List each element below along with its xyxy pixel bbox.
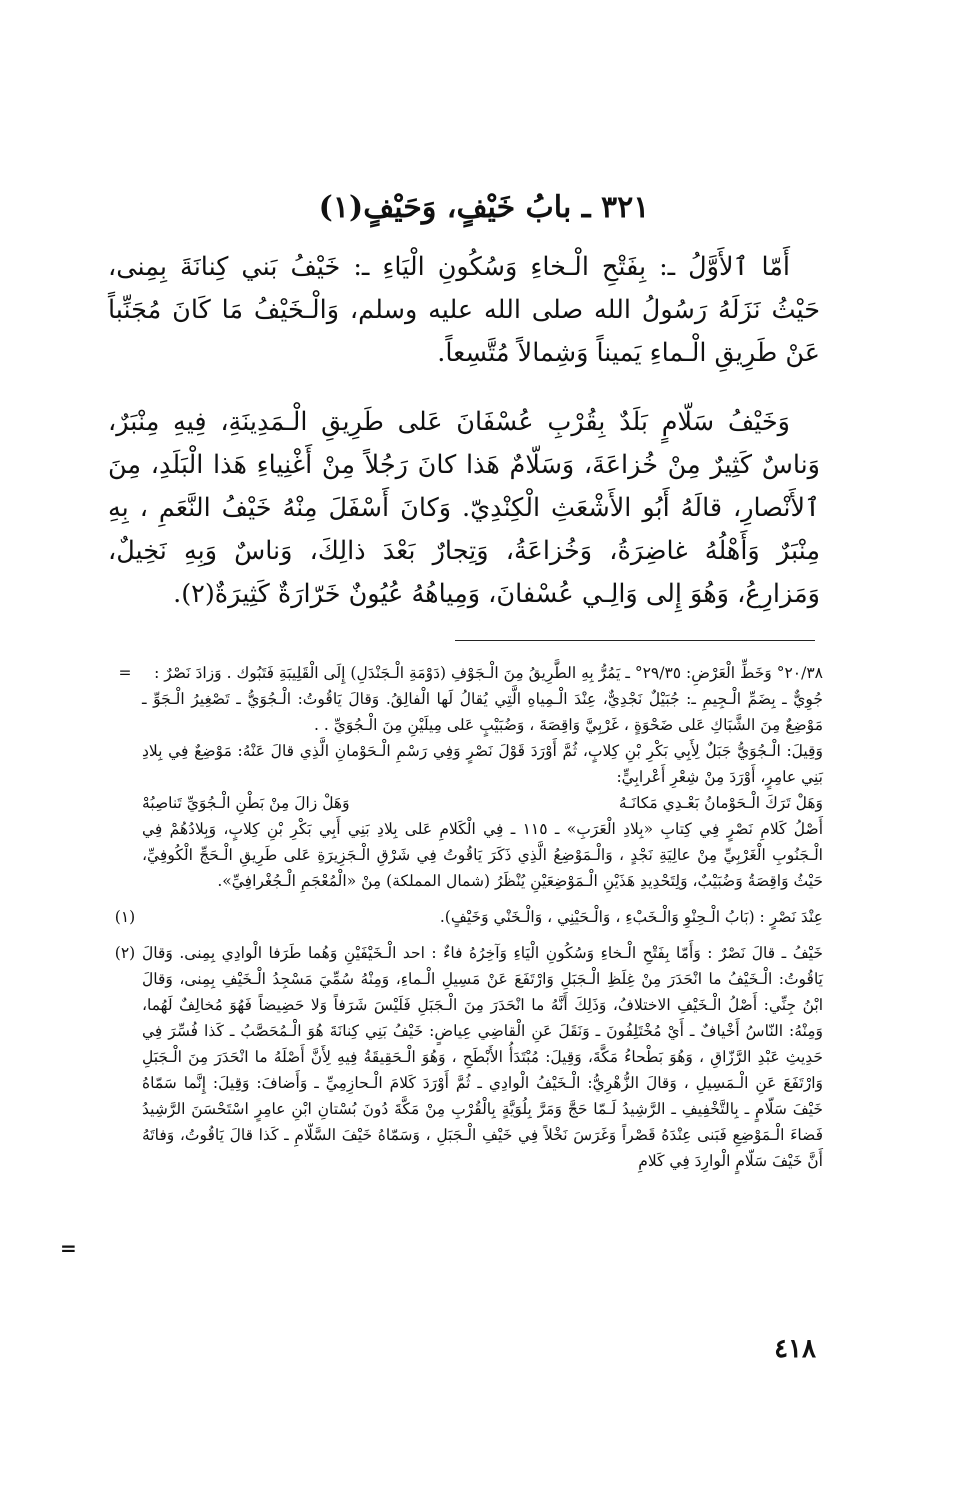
footnote-continued-paragraph-4: أَصْلُ كَلامِ نَصْرٍ فِي كِتابِ «بِلادِ الْعَرَبِ» ـ ١١٥ ـ فِي الْكَلامِ عَلى بِلادِ بَنِي أَبِي بَكْرِ بْنِ كِلابٍ، وَبِلادُهُمْ فِي الْـجَنُوبِ الْغَرْبِيِّ مِنْ عالِيَةِ نَجْدٍ ، وَالْـمَوْضِعُ الَّذِي ذَكَرَ يَاقُوتُ فِي شَرْقِ الْـجَزِيرَةِ عَلى طَرِيقِ الْـحَجِّ الْكُوفِيِّ، حَيْثُ وَاقِصَةُ وَضُبَيْبٌ، وَلِتَحْدِيدِ هَذَيْنِ الْـمَوْضِعَيْنِ يُنْظَرُ (شمال المملكة) مِنْ «الْمُعْجَمِ الْـجُغْرافِيِّ».: [142, 820, 823, 890]
footnote-1: [108, 904, 823, 930]
verse-hemistich-left: وَهَلْ تَرَكَ الْـحَوْمانُ بَعْـدِي مَكانَـهُ: [618, 794, 823, 812]
footnotes-section: [108, 660, 823, 1174]
footnote-1-text: عِنْدَ نَصْرٍ : (بَابُ الْـحِنْوِ وَالْـخَبْءِ ، وَالْـحَيْنِي ، وَالْـخَنْي وَخَيْفٍ).: [439, 908, 823, 926]
footnote-2: [108, 940, 823, 1174]
footnote-continued: [108, 660, 823, 894]
footnote-continued-paragraph-3: وَقِيلَ: الْـجُوَيُّ جَبَلٌ لِأَبِي بَكْرِ بْنِ كِلابٍ، ثُمَّ أَوْرَدَ قَوْلَ نَصْرٍ وَفِي رَسْمِ الْـحَوْمانِ الَّذِي قالَ عَنْهُ: مَوْضِعٌ فِي بِلادِ بَنِي عامِرٍ، أَوْرَدَ مِنْ شِعْرِ أَعْرابِيٍّ:: [142, 742, 823, 786]
continuation-mark-bottom: =: [60, 1236, 77, 1260]
footnote-continued-paragraph-2: جُوِيٌّ ـ بِضَمِّ الْـجِيمِ ـ: جُبَيْلٌ نَجْدِيٌّ، عِنْدَ الْـمِياهِ الَّتِي يُقالُ لَها الْفالِقُ. وَقالَ يَاقُوتُ: الْـجُوَيُّ ـ تَصْغِيرُ الْـجَوِّ ـ مَوْضِعٌ مِنَ الشَّبَاكِ عَلى ضَحْوَةٍ ، غَرْبِيَّ وَاقِصَةَ ، وَضُبَيْبٍ عَلى مِيلَيْنِ مِنَ الْـجُوَيِّ . .: [142, 690, 823, 734]
footnote-continued-paragraph-1: ٢٠/٣٨° وَخَطِّ الْعَرْضِ: ٢٩/٣٥° ـ يَمُرُّ بِهِ الطَّرِيقُ مِنَ الْـجَوْفِ (دَوْمَةِ الْـجَنْدَلِ) إِلَى الْقَلِيبَةِ فَتَبُوك . وَزادَ نَصْرٌ :: [154, 664, 823, 682]
body-paragraph-1: أَمّا ٱلأَوَّلُ ـ: بِفَتْحِ الْـخاءِ وَسُكُونِ الْيَاءِ ـ: خَيْفُ بَني كِنانَةَ بِمِنى، حَيْثُ نَزَلَهُ رَسُولُ الله صلى الله عليه وسلم، وَالْـخَيْفُ مَا كَانَ مُجَنِّباً عَنْ طَرِيقِ الْـماءِ يَميناً وَشِمالاً مُتَّسِعاً.: [108, 252, 820, 368]
chapter-title: ٣٢١ ـ بابُ خَيْفٍ، وَحَيْفٍ(١): [318, 190, 650, 225]
page-number: ٤١٨: [774, 1334, 816, 1364]
footnote-2-text: خَيْفُ ـ قالَ نَصْرٌ : وَأَمّا بِفَتْحِ الْـخاءِ وَسُكُونِ الْيَاءِ وَآخِرُهُ فاءٌ : احد الْـخَيْفَيْنِ وَهُما طَرَفا الْوادِي بِمِنى. وَقالَ يَاقُوتُ: الْـخَيْفُ ما انْحَدَرَ مِنْ غِلَظِ الْـجَبَلِ وَارْتَفَعَ عَنْ مَسِيلِ الْـماءِ، وَمِنْهُ سُمِّيَ مَسْجِدُ الْـخَيْفِ بِمِنى، وَقالَ ابْنُ جِنِّي: أَصْلُ الْـخَيْفِ الاختلافُ، وَذَلِكَ أَنَّهُ ما انْحَدَرَ مِنَ الْـجَبَلِ فَلَيْسَ شَرَفاً وَلا حَضِيضاً فَهُوَ مُخالِفٌ لَهُما، وَمِنْهُ: النّاسُ أَخْيافٌ ـ أَيْ مُخْتَلِفُونَ ـ وَنَقَلَ عَنِ الْقاضِي عِياضٍ: خَيْفُ بَنِي كِنانَةَ هُوَ الْـمُحَصَّبُ ـ كَذا فُسِّرَ فِي حَدِيثِ عَبْدِ الرَّزّاقِ ، وَهُوَ بَطْحاءُ مَكَّةَ، وَقِيلَ: مُبْتَدَأُ الأَبْطَحِ ، وَهُوَ الْـحَقِيقَةُ فِيهِ لِأَنَّ أَصْلَهُ ما انْحَدَرَ مِنَ الْـجَبَلِ وَارْتَفَعَ عَنِ الْـمَسِيلِ ، وَقالَ الزُّهْرِيُّ: الْـخَيْفُ الْوادِي ـ ثُمَّ أَوْرَدَ كَلامَ الْـحازِمِيِّ ـ وَأَضافَ: وَقِيلَ: إِنَّما سَمّاهُ خَيْفَ سَلّامٍ ـ بِالتَّخْفِيفِ ـ الرَّشِيدُ لَـمّا حَجَّ وَمَرَّ بِلُوَيَّةٍ بِالْقُرْبِ مِنْ مَكَّةَ دُونَ بُسْتانِ ابْنِ عامِرٍ اسْتَحْسَنَ الرَّشِيدُ فَضاءَ الْـمَوْضِعِ فَبَنى عِنْدَهُ قَصْراً وَغَرَسَ نَخْلاً فِي خَيْفِ الْـجَبَلِ ، وَسَمّاهُ خَيْفَ السَّلّامِ ـ كَذا قالَ يَاقُوتُ، وَفاتَهُ أَنَّ خَيْفَ سَلّامٍ الْوارِدَ فِي كَلامِ: [142, 944, 823, 1170]
verse-hemistich-right: وَهَلْ زالَ مِنْ بَطْنِ الْـجُوَيِّ تَناصِبُهْ: [142, 794, 350, 812]
footnote-separator: [455, 640, 815, 641]
body-paragraph-2: وَخَيْفُ سَلّامٍ بَلَدٌ بِقُرْبِ عُسْفَانَ عَلى طَرِيقِ الْـمَدِينَةِ، فِيهِ مِنْبَرٌ، وَناسٌ كَثِيرٌ مِنْ خُزاعَةَ، وَسَلّامٌ هَذا كانَ رَجُلاً مِنْ أَغْنِياءِ هَذا الْبَلَدِ، مِنَ ٱلأَنْصارِ، قالَهُ أَبُو الأَشْعَثِ الْكِنْدِيّ. وَكانَ أَسْفَلَ مِنْهُ خَيْفُ النَّعَمِ ، بِهِ مِنْبَرٌ وَأَهْلُهُ غاضِرَةُ، وَخُزاعَةُ، وَتِجارٌ بَعْدَ ذالِكَ، وَناسٌ وَبِهِ نَخِيلٌ، وَمَزارِعُ، وَهُوَ إِلى وَالِـي عُسْفانَ، وَمِياهُهُ عُيُونٌ خَرّارَةٌ كَثِيرَةٌ(٢).: [108, 407, 820, 609]
continuation-mark-top: =: [118, 664, 132, 682]
main-text: [108, 246, 820, 642]
verse-line: [142, 790, 823, 816]
footnote-2-mark: (٢): [114, 944, 136, 962]
footnote-1-mark: (١): [114, 908, 136, 926]
